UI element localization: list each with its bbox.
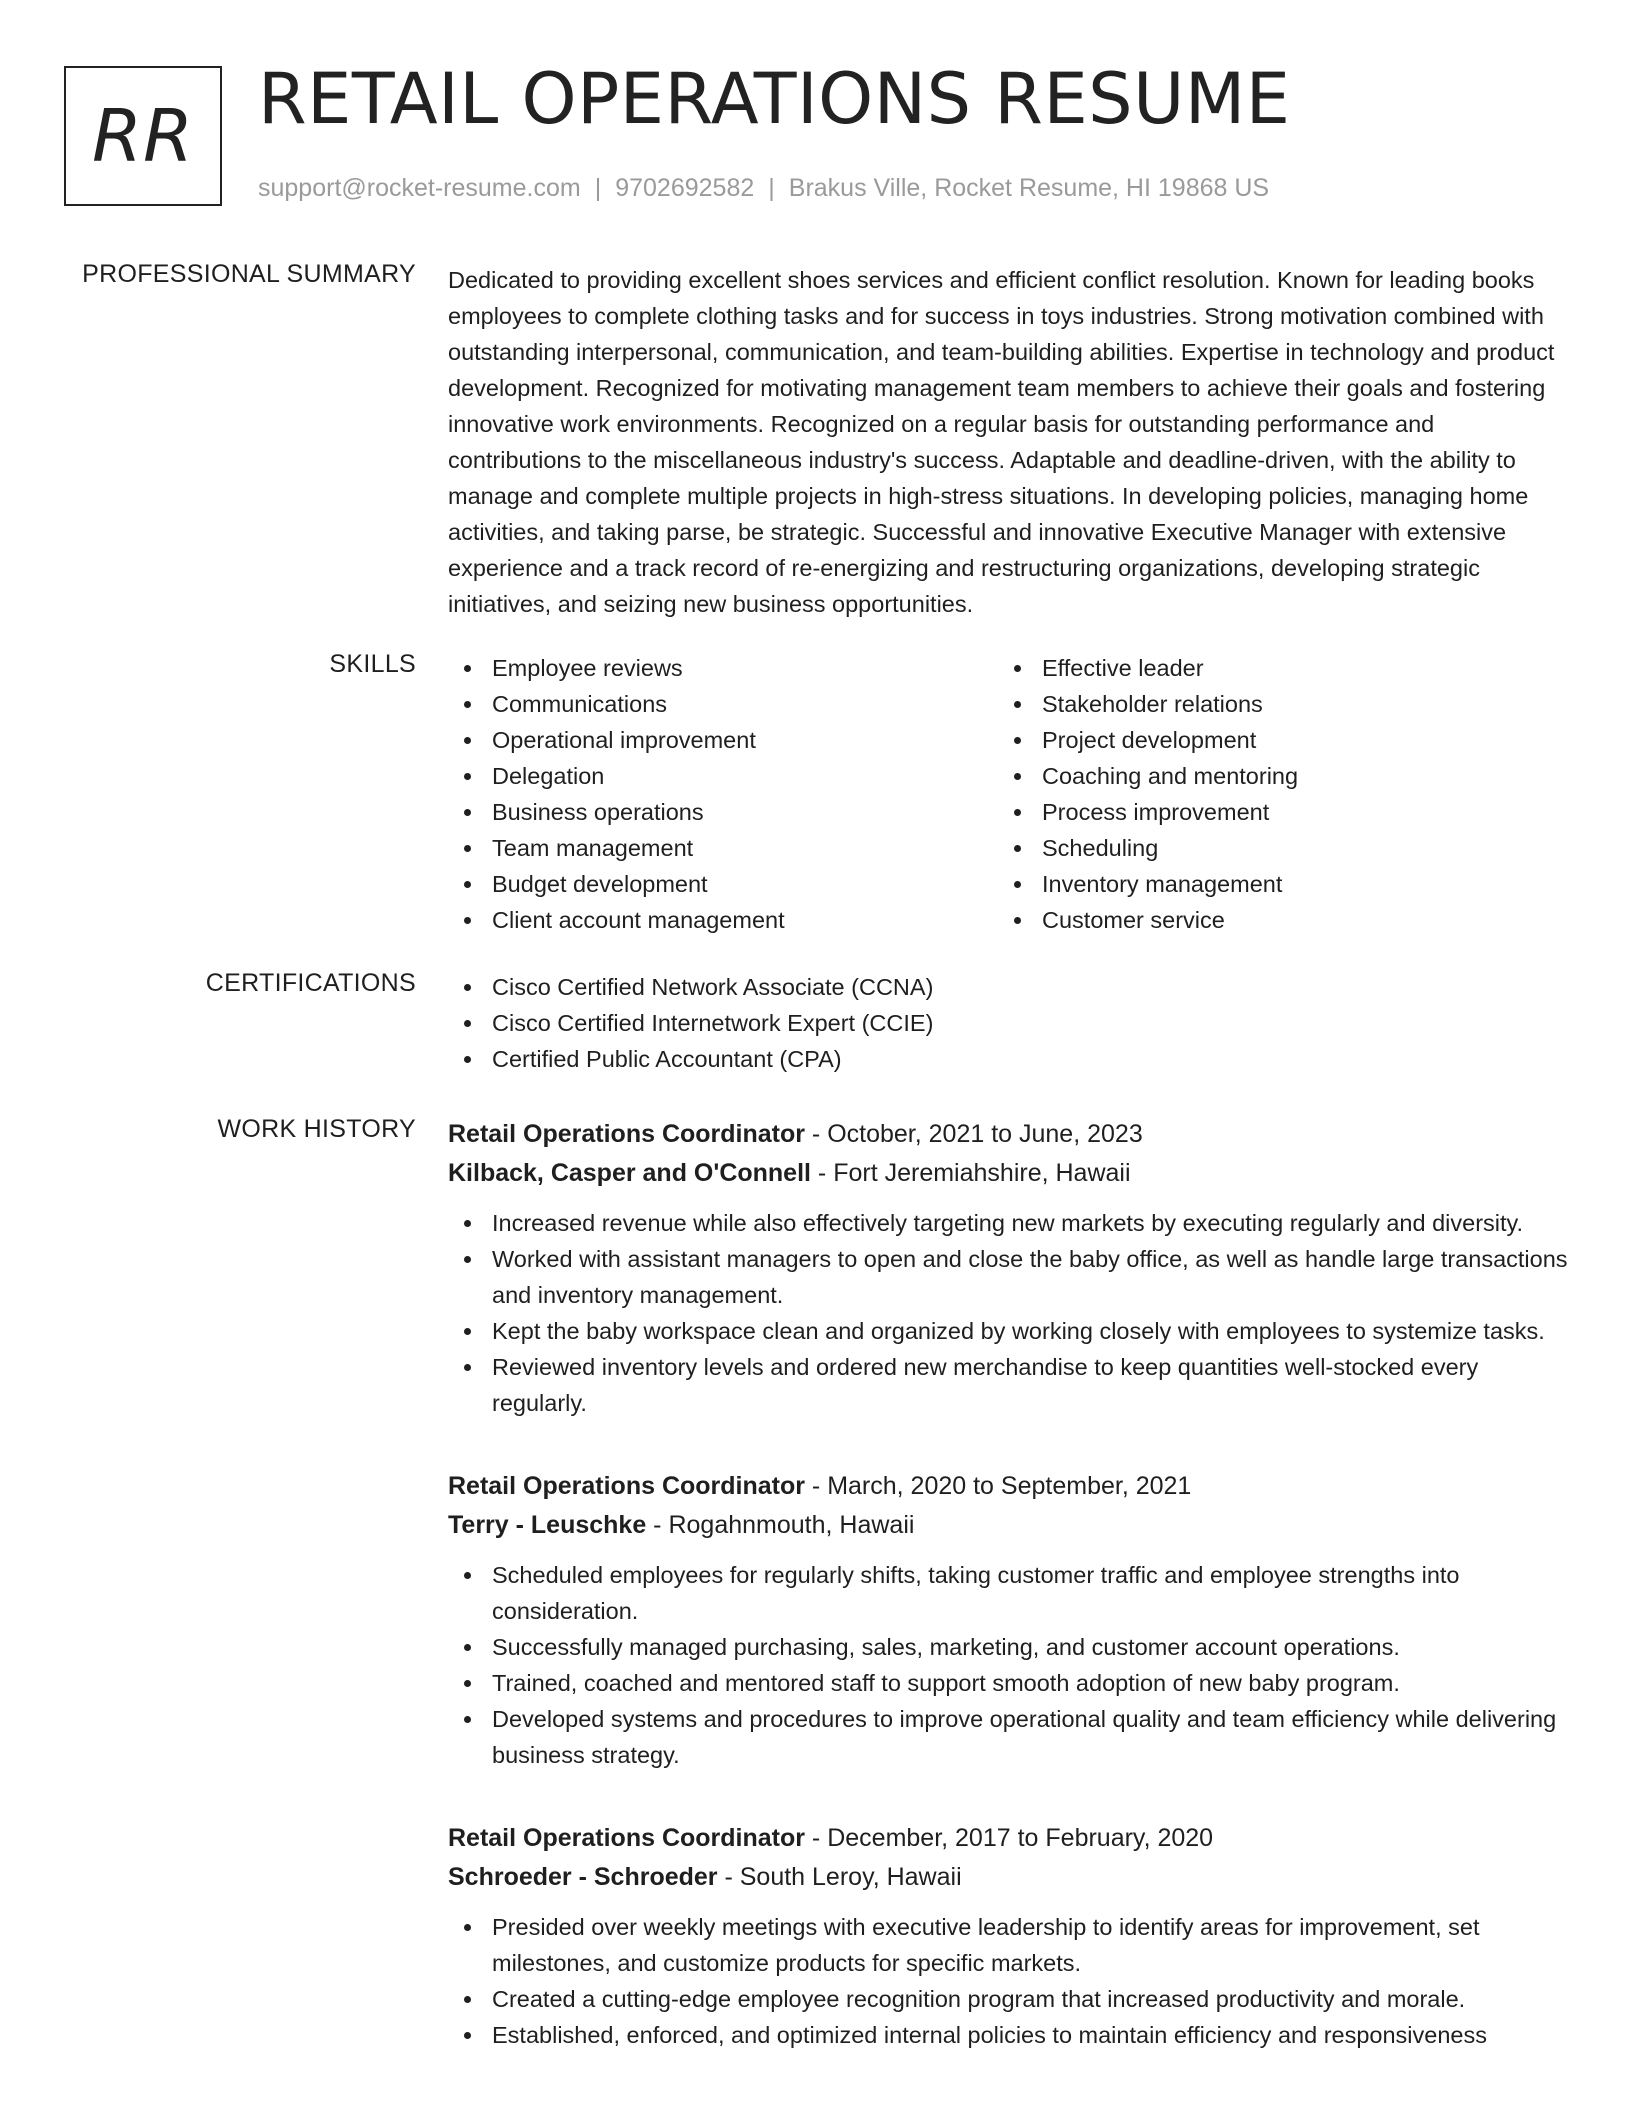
skills-list-right — [998, 650, 1548, 938]
list-item: Presided over weekly meetings with executive leadership to identify areas for improvement, set milestones, and customize products for specific markets. — [448, 1909, 1568, 1981]
job-dates: - December, 2017 to February, 2020 — [804, 1824, 1214, 1852]
list-item: Cisco Certified Internetwork Expert (CCIE) — [448, 1005, 1568, 1041]
work-history-body — [448, 1115, 1568, 2099]
work-history-heading: WORK HISTORY — [217, 1115, 416, 1143]
job-bullets — [448, 1557, 1568, 1773]
list-item: Communications — [448, 686, 998, 722]
job-location: - Rogahnmouth, Hawaii — [646, 1511, 915, 1539]
list-item: Client account management — [448, 902, 998, 938]
summary-heading: PROFESSIONAL SUMMARY — [82, 260, 416, 288]
job-title-line — [448, 1115, 1568, 1154]
contact-separator: | — [594, 174, 602, 202]
list-item: Established, enforced, and optimized internal policies to maintain efficiency and responsiveness — [448, 2017, 1568, 2053]
job-location: - South Leroy, Hawaii — [717, 1863, 962, 1891]
job-title: Retail Operations Coordinator — [448, 1472, 805, 1500]
contact-phone: 9702692582 — [615, 174, 755, 202]
list-item: Budget development — [448, 866, 998, 902]
contact-address: Brakus Ville, Rocket Resume, HI 19868 US — [788, 174, 1270, 202]
job-company: Schroeder - Schroeder — [448, 1863, 718, 1891]
job-company-line — [448, 1154, 1568, 1193]
list-item: Process improvement — [998, 794, 1548, 830]
list-item: Successfully managed purchasing, sales, marketing, and customer account operations. — [448, 1629, 1568, 1665]
job-company-line — [448, 1858, 1568, 1897]
job-location: - Fort Jeremiahshire, Hawaii — [810, 1159, 1131, 1187]
list-item: Stakeholder relations — [998, 686, 1548, 722]
skills-list-left — [448, 650, 998, 938]
summary-body — [448, 260, 1568, 622]
job-title-line — [448, 1467, 1568, 1506]
job-company-line — [448, 1506, 1568, 1545]
list-item: Project development — [998, 722, 1548, 758]
job-entry — [448, 1467, 1568, 1773]
list-item: Trained, coached and mentored staff to support smooth adoption of new baby program. — [448, 1665, 1568, 1701]
list-item: Inventory management — [998, 866, 1548, 902]
list-item: Employee reviews — [448, 650, 998, 686]
job-title: Retail Operations Coordinator — [448, 1120, 805, 1148]
job-entry — [448, 1819, 1568, 2053]
list-item: Scheduled employees for regularly shifts, taking customer traffic and employee strengths into consideration. — [448, 1557, 1568, 1629]
job-company: Terry - Leuschke — [448, 1511, 647, 1539]
job-company: Kilback, Casper and O'Connell — [448, 1159, 811, 1187]
list-item: Reviewed inventory levels and ordered new merchandise to keep quantities well-stocked every regularly. — [448, 1349, 1568, 1421]
job-dates: - March, 2020 to September, 2021 — [804, 1472, 1192, 1500]
list-item: Created a cutting-edge employee recognition program that increased productivity and morale. — [448, 1981, 1568, 2017]
list-item: Worked with assistant managers to open and close the baby office, as well as handle large transactions and inventory management. — [448, 1241, 1568, 1313]
list-item: Increased revenue while also effectively targeting new markets by executing regularly and diversity. — [448, 1205, 1568, 1241]
certifications-body — [448, 969, 1568, 1077]
list-item: Business operations — [448, 794, 998, 830]
list-item: Developed systems and procedures to improve operational quality and team efficiency while delivering business strategy. — [448, 1701, 1568, 1773]
list-item: Effective leader — [998, 650, 1548, 686]
resume-title: RETAIL OPERATIONS RESUME — [258, 58, 1291, 140]
monogram-logo: RR — [64, 66, 222, 206]
list-item: Certified Public Accountant (CPA) — [448, 1041, 1568, 1077]
list-item: Scheduling — [998, 830, 1548, 866]
job-title-line — [448, 1819, 1568, 1858]
list-item: Cisco Certified Network Associate (CCNA) — [448, 969, 1568, 1005]
contact-separator: | — [768, 174, 775, 202]
list-item: Customer service — [998, 902, 1548, 938]
certifications-heading: CERTIFICATIONS — [205, 969, 416, 997]
summary-text: Dedicated to providing excellent shoes services and efficient conflict resolution. Known for leading books employees to complete clothing tasks and for success in toys industries. Strong motivation combined with outstanding interpersonal, communication, and team-building abilities. Expertise in technology and product development. Recognized for motivating management team members to achieve their goals and fostering innovative work environments. Recognized on a regular basis for outstanding performance and contributions to the miscellaneous industry's success. Adaptable and deadline-driven, with the ability to manage and complete multiple projects in high-stress situations. In developing policies, managing home activities, and taking parse, be strategic. Successful and innovative Executive Manager with extensive experience and a track record of re-energizing and restructuring organizations, developing strategic initiatives, and seizing new business opportunities. — [448, 267, 1555, 617]
list-item: Team management — [448, 830, 998, 866]
job-bullets — [448, 1205, 1568, 1421]
list-item: Operational improvement — [448, 722, 998, 758]
contact-email: support@rocket-resume.com — [258, 174, 581, 202]
job-dates: - October, 2021 to June, 2023 — [804, 1120, 1143, 1148]
job-entry — [448, 1115, 1568, 1421]
job-title: Retail Operations Coordinator — [448, 1824, 805, 1852]
certifications-list — [448, 969, 1568, 1077]
skills-body — [448, 650, 1568, 938]
contact-line — [258, 174, 1269, 203]
list-item: Coaching and mentoring — [998, 758, 1548, 794]
job-bullets — [448, 1909, 1568, 2053]
list-item: Delegation — [448, 758, 998, 794]
skills-heading: SKILLS — [329, 650, 416, 678]
list-item: Kept the baby workspace clean and organized by working closely with employees to systemize tasks. — [448, 1313, 1568, 1349]
